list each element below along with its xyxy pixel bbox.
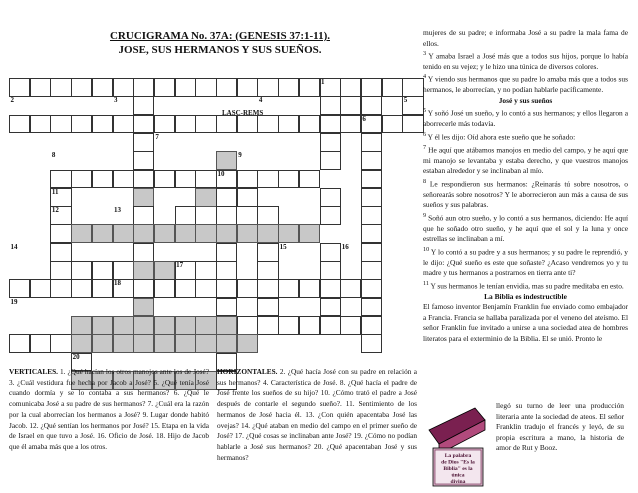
grid-cell[interactable]: [216, 224, 237, 243]
passage-text: Y soñó José un sueño, y lo contó a sus hermanos; y ellos llegaron a aborrecerle más todavía.: [423, 108, 628, 129]
grid-cell[interactable]: [92, 261, 113, 280]
grid-cell[interactable]: [92, 334, 113, 353]
grid-cell[interactable]: [133, 224, 154, 243]
grid-cell[interactable]: [30, 279, 51, 298]
grid-cell[interactable]: [133, 316, 154, 335]
grid-cell[interactable]: [216, 151, 237, 170]
grid-cell[interactable]: [71, 316, 92, 335]
grid-cell[interactable]: [50, 115, 71, 134]
grid-cell[interactable]: [175, 316, 196, 335]
grid-cell[interactable]: [154, 334, 175, 353]
horizontal-clues: [217, 367, 417, 463]
grid-cell[interactable]: [361, 316, 382, 335]
grid-cell[interactable]: [361, 188, 382, 207]
grid-cell[interactable]: [133, 151, 154, 170]
grid-cell[interactable]: [133, 188, 154, 207]
grid-cell[interactable]: [113, 224, 134, 243]
grid-cell[interactable]: [71, 224, 92, 243]
grid-cell[interactable]: [257, 261, 278, 280]
grid-cell[interactable]: [257, 224, 278, 243]
grid-cell[interactable]: [195, 188, 216, 207]
grid-cell[interactable]: [71, 279, 92, 298]
horizontales-heading: HORIZONTALES.: [217, 367, 278, 376]
grid-cell[interactable]: [216, 316, 237, 335]
grid-cell[interactable]: [361, 243, 382, 262]
grid-cell[interactable]: [92, 224, 113, 243]
grid-cell[interactable]: [133, 243, 154, 262]
grid-cell[interactable]: [9, 115, 30, 134]
grid-cell[interactable]: [361, 133, 382, 152]
grid-cell[interactable]: [216, 188, 237, 207]
grid-cell[interactable]: [257, 78, 278, 97]
title-line-1: CRUCIGRAMA No. 37A: (GENESIS 37:1-11).: [109, 30, 330, 42]
grid-cell[interactable]: [175, 224, 196, 243]
grid-cell[interactable]: [216, 334, 237, 353]
verse-number: 6: [423, 131, 427, 138]
bible-passage: [423, 28, 628, 344]
grid-cell[interactable]: [216, 78, 237, 97]
passage-para: [423, 72, 628, 95]
grid-cell[interactable]: [237, 115, 258, 134]
grid-cell[interactable]: [9, 279, 30, 298]
grid-cell[interactable]: [195, 78, 216, 97]
grid-cell[interactable]: [195, 334, 216, 353]
grid-cell[interactable]: [278, 279, 299, 298]
clue-number: 3: [114, 96, 118, 105]
grid-cell[interactable]: [216, 298, 237, 317]
grid-cell[interactable]: [133, 298, 154, 317]
grid-cell[interactable]: [71, 261, 92, 280]
grid-cell[interactable]: [154, 115, 175, 134]
logo-text: divina: [450, 479, 466, 485]
grid-cell[interactable]: [50, 78, 71, 97]
grid-cell[interactable]: [216, 243, 237, 262]
grid-cell[interactable]: [175, 170, 196, 189]
grid-cell[interactable]: [30, 334, 51, 353]
grid-cell[interactable]: [30, 78, 51, 97]
clue-number: 6: [362, 114, 366, 123]
verse-number: 9: [423, 212, 427, 219]
grid-cell[interactable]: [92, 115, 113, 134]
grid-cell[interactable]: [320, 298, 341, 317]
grid-cell[interactable]: [113, 316, 134, 335]
grid-cell[interactable]: [50, 243, 71, 262]
grid-cell[interactable]: [113, 78, 134, 97]
grid-cell[interactable]: [154, 78, 175, 97]
passage-text: He aquí que atábamos manojos en medio del campo, y he aquí que mi manojo se levantaba y estaba derecho, y que vuestros manojos estaban alrededor y se inclinaban al mío.: [423, 145, 628, 176]
passage-para: [423, 49, 628, 72]
story-continuation: llegó su turno de leer una producción literaria ante la sociedad de ateos. El señor Franklin tradujo el francés y leyó, de su propia escritura a mano, la historia de amor de Rut y Booz.: [496, 401, 624, 452]
grid-cell[interactable]: [195, 115, 216, 134]
grid-cell[interactable]: [320, 115, 341, 134]
grid-cell[interactable]: [50, 261, 71, 280]
grid-cell[interactable]: [92, 279, 113, 298]
grid-cell[interactable]: [340, 115, 361, 134]
grid-cell[interactable]: [320, 243, 341, 262]
grid-cell[interactable]: [402, 78, 423, 97]
grid-label: LASC-REMS: [222, 109, 264, 117]
grid-cell[interactable]: [320, 151, 341, 170]
grid-cell[interactable]: [133, 261, 154, 280]
clue-number: 18: [114, 279, 121, 288]
grid-cell[interactable]: [278, 78, 299, 97]
grid-cell[interactable]: [278, 224, 299, 243]
grid-cell[interactable]: [361, 151, 382, 170]
logo-text: Biblia" es la: [443, 466, 473, 472]
grid-cell[interactable]: [299, 115, 320, 134]
grid-cell[interactable]: [216, 206, 237, 225]
grid-cell[interactable]: [154, 279, 175, 298]
grid-cell[interactable]: [237, 78, 258, 97]
grid-cell[interactable]: [320, 133, 341, 152]
grid-cell[interactable]: [71, 170, 92, 189]
grid-cell[interactable]: [113, 261, 134, 280]
grid-cell[interactable]: [195, 224, 216, 243]
grid-cell[interactable]: [320, 96, 341, 115]
grid-cell[interactable]: [299, 224, 320, 243]
grid-cell[interactable]: [340, 316, 361, 335]
grid-cell[interactable]: [257, 243, 278, 262]
grid-cell[interactable]: [154, 261, 175, 280]
horizontales-text: 2. ¿Qué hacía José con su padre en relación a sus hermanos? 4. Característica de José. 8. ¿Qué hacía el padre de José frente los sueños de su hijo? 10. ¿Cómo trató el padre a José después de contarle el segundo sueño?. 11. Sentimiento de los hermanos de José hacia él. 13. ¿Con quién apacentaba José las ovejas? 14. ¿Qué ataban en medio del campo en el primer sueño de José? 17. ¿Qué cosas se inclinaban ante José? 19. ¿Cómo no podían hablarle a José sus hermanos? 20. ¿Qué apacentaban José y sus hermanos?: [217, 367, 417, 462]
story-heading: La Biblia es indestructible: [484, 291, 567, 301]
grid-cell[interactable]: [340, 279, 361, 298]
grid-cell[interactable]: [320, 206, 341, 225]
grid-cell[interactable]: [299, 316, 320, 335]
clue-number: 7: [155, 132, 159, 141]
clue-number: 1: [321, 78, 325, 86]
logo-text: La palabra: [444, 453, 472, 459]
logo-text: única: [451, 472, 465, 479]
grid-cell[interactable]: [299, 170, 320, 189]
grid-cell[interactable]: [299, 279, 320, 298]
grid-cell[interactable]: [340, 78, 361, 97]
grid-cell[interactable]: [9, 334, 30, 353]
grid-cell[interactable]: [50, 334, 71, 353]
grid-cell[interactable]: [361, 224, 382, 243]
clue-number: 15: [279, 242, 287, 251]
grid-cell[interactable]: [361, 170, 382, 189]
grid-cell[interactable]: [30, 115, 51, 134]
passage-text: Y él les dijo: Oíd ahora este sueño que he soñado:: [427, 132, 576, 142]
passage-para: [423, 211, 628, 245]
grid-cell[interactable]: [92, 170, 113, 189]
grid-cell[interactable]: [361, 279, 382, 298]
grid-cell[interactable]: [237, 334, 258, 353]
clue-number: 4: [258, 96, 263, 105]
clue-number: 5: [403, 96, 408, 105]
grid-cell[interactable]: [50, 170, 71, 189]
verse-number: 8: [423, 178, 427, 185]
grid-cell[interactable]: [299, 78, 320, 97]
grid-cell[interactable]: [216, 279, 237, 298]
passage-para: [423, 106, 628, 129]
clue-number: 20: [72, 352, 80, 361]
grid-cell[interactable]: [113, 115, 134, 134]
grid-cell[interactable]: [175, 206, 196, 225]
clue-number: 2: [10, 96, 14, 105]
crossword-title: [95, 29, 345, 57]
grid-cell[interactable]: [71, 334, 92, 353]
grid-cell[interactable]: [320, 261, 341, 280]
grid-cell[interactable]: [133, 78, 154, 97]
grid-cell[interactable]: [361, 334, 382, 353]
passage-para: [423, 28, 628, 49]
clue-number: 12: [51, 206, 59, 215]
grid-cell[interactable]: [237, 316, 258, 335]
grid-cell[interactable]: [195, 261, 216, 280]
grid-cell[interactable]: [92, 78, 113, 97]
grid-cell[interactable]: [154, 224, 175, 243]
grid-cell[interactable]: [195, 279, 216, 298]
grid-cell[interactable]: [361, 96, 382, 115]
grid-cell[interactable]: [175, 78, 196, 97]
grid-cell[interactable]: [237, 224, 258, 243]
passage-text: Le respondieron sus hermanos: ¿Reinarás tú sobre nosotros, o señorearás sobre nosotros? Y le aborrecieron aun más a causa de sus sueños y sus palabras.: [423, 179, 628, 210]
section-heading: José y sus sueños: [498, 95, 553, 105]
verse-number: 5: [423, 108, 427, 115]
grid-cell[interactable]: [257, 316, 278, 335]
grid-cell[interactable]: [361, 206, 382, 225]
passage-para: [423, 177, 628, 211]
grid-cell[interactable]: [92, 316, 113, 335]
grid-cell[interactable]: [361, 298, 382, 317]
clue-number: 17: [176, 261, 184, 269]
passage-text: mujeres de su padre; e informaba José a su padre la mala fama de ellos.: [423, 28, 628, 48]
grid-cell[interactable]: [195, 170, 216, 189]
verse-number: 11: [423, 280, 429, 287]
passage-text: Y amaba Israel a José más que a todos sus hijos, porque lo había tenido en su vejez; y le hizo una túnica de diversos colores.: [423, 51, 629, 71]
grid-cell[interactable]: [195, 316, 216, 335]
grid-cell[interactable]: [320, 279, 341, 298]
grid-cell[interactable]: [133, 133, 154, 152]
grid-cell[interactable]: [278, 170, 299, 189]
bible-logo-icon: [425, 400, 489, 488]
grid-cell[interactable]: [50, 224, 71, 243]
verticales-heading: VERTICALES.: [9, 367, 59, 376]
grid-cell[interactable]: [361, 78, 382, 97]
grid-cell[interactable]: [9, 78, 30, 97]
passage-para: [423, 143, 628, 177]
grid-cell[interactable]: [133, 170, 154, 189]
grid-cell[interactable]: [216, 261, 237, 280]
grid-cell[interactable]: [278, 316, 299, 335]
grid-cell[interactable]: [237, 188, 258, 207]
grid-cell[interactable]: [175, 334, 196, 353]
grid-cell[interactable]: [133, 96, 154, 115]
passage-text: Y viendo sus hermanos que su padre lo amaba más que a todos sus hermanos, le aborrecían, y no podían hablarle pacíficamente.: [423, 74, 629, 95]
clue-number: 13: [114, 206, 121, 215]
grid-cell[interactable]: [71, 78, 92, 97]
grid-cell[interactable]: [175, 279, 196, 298]
clue-number: 8: [51, 151, 56, 160]
vertical-clues: [9, 367, 209, 453]
grid-cell[interactable]: [257, 115, 278, 134]
passage-text: Y sus hermanos le tenían envidia, mas su padre meditaba en esto.: [430, 281, 624, 291]
grid-cell[interactable]: [175, 115, 196, 134]
grid-cell[interactable]: [237, 279, 258, 298]
grid-cell[interactable]: [320, 316, 341, 335]
grid-cell[interactable]: [113, 170, 134, 189]
passage-text: Soñó aun otro sueño, y lo contó a sus hermanos, diciendo: He aquí que he soñado otro sueño, y he aquí que el sol y la luna y once estrellas se inclinaban a mí.: [423, 213, 628, 244]
passage-para: [423, 130, 628, 143]
clue-number: 11: [51, 187, 59, 196]
title-line-2: JOSE, SUS HERMANOS Y SUS SUEÑOS.: [118, 44, 322, 56]
grid-cell[interactable]: [257, 298, 278, 317]
grid-cell[interactable]: [361, 261, 382, 280]
clue-number: 19: [10, 297, 18, 306]
grid-cell[interactable]: [133, 206, 154, 225]
grid-cell[interactable]: [154, 316, 175, 335]
grid-cell[interactable]: [133, 115, 154, 134]
grid-cell[interactable]: [382, 115, 403, 134]
passage-text: Y lo contó a su padre y a sus hermanos; y su padre le reprendió, y le dijo: ¿Qué sueño es este que soñaste? ¿Acaso vendremos yo y tu madre y tus hermanos a postrarnos en tierra ante ti?: [423, 247, 628, 278]
passage-para: [423, 245, 628, 279]
verse-number: 3: [423, 51, 427, 57]
grid-cell[interactable]: [71, 115, 92, 134]
passage-para: [423, 279, 628, 292]
grid-cell[interactable]: [154, 170, 175, 189]
clue-number: 9: [238, 151, 242, 160]
grid-cell[interactable]: [113, 334, 134, 353]
grid-cell[interactable]: [382, 78, 403, 97]
grid-cell[interactable]: [216, 115, 237, 134]
grid-cell[interactable]: [402, 115, 423, 134]
clue-number: 14: [10, 242, 18, 251]
grid-cell[interactable]: [257, 170, 278, 189]
verse-number: 10: [423, 246, 430, 253]
grid-cell[interactable]: [50, 279, 71, 298]
logo-text: de Dios "Es la: [441, 459, 475, 466]
grid-cell[interactable]: [133, 334, 154, 353]
grid-cell[interactable]: [257, 279, 278, 298]
verse-number: 7: [423, 144, 427, 151]
verticales-text: 1. ¿Qué hacían los otros manojos ante los de José? 3. ¿Cuál vestidura fue hecha por Jacob a José? 5. ¿Qué tenía José cuando dormía y se lo contaba a sus hermanos? 6. ¿Qué le comunicaba José a su padre de sus hermanos? 7. ¿Cuál era la razón por la cual aborrecían los hermanos a José? 9. Lugar donde habitó Jacob. 12. ¿Qué sentían los hermanos por José? 15. Etapa en la vida de Israel en que tuvo a José. 16. Oficio de José. 18. Hijo de Jacob que él amaba más que a los otros.: [9, 367, 210, 451]
clue-number: 16: [341, 242, 349, 251]
grid-cell[interactable]: [257, 206, 278, 225]
grid-cell[interactable]: [133, 279, 154, 298]
grid-cell[interactable]: [320, 188, 341, 207]
grid-cell[interactable]: [340, 96, 361, 115]
story-text: El famoso inventor Benjamín Franklin fue enviado como embajador a Francia. Francia se hallaba paralizada por el veneno del ateísmo. El señor Franklin fue invitado a unirse a una sociedad atea de hombres literatos para el exterminio de la Biblia. El se unió. Pronto le: [423, 302, 628, 343]
verse-number: 4: [423, 74, 427, 81]
grid-cell[interactable]: [237, 170, 258, 189]
grid-cell[interactable]: [278, 115, 299, 134]
clue-number: 10: [217, 169, 225, 178]
